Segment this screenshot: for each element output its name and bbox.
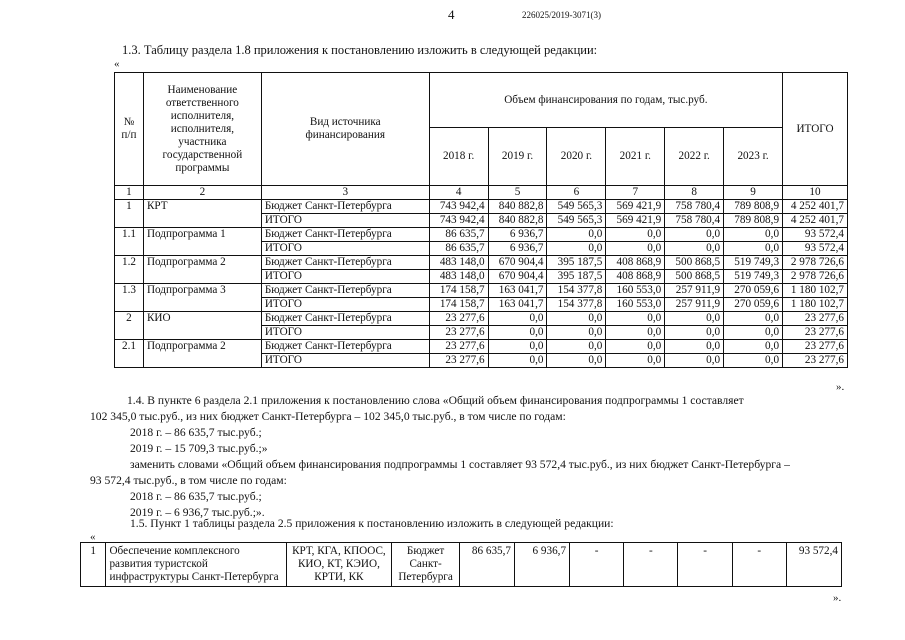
row-value: 0,0 [606,326,665,340]
s14-line7: 2018 г. – 86 635,7 тыс.руб.; [130,490,262,503]
row-source: Бюджет Санкт-Петербурга [261,284,429,298]
header-total: ИТОГО [783,73,848,186]
row-value: 160 553,0 [606,284,665,298]
row-value: 670 904,4 [488,270,547,284]
t2-value: - [624,543,678,587]
row-value: 0,0 [547,340,606,354]
row-num: 1.1 [115,228,144,256]
row-executor: КРТ [143,200,261,228]
t2-value: - [570,543,624,587]
row-num: 1.2 [115,256,144,284]
row-value: 0,0 [488,326,547,340]
row-value: 163 041,7 [488,298,547,312]
row-value: 270 059,6 [724,284,783,298]
table-row [115,256,848,270]
row-value: 270 059,6 [724,298,783,312]
row-value: 163 041,7 [488,284,547,298]
t2-value: - [732,543,786,587]
row-value: 408 868,9 [606,270,665,284]
row-value: 160 553,0 [606,298,665,312]
row-total: 93 572,4 [783,228,848,242]
column-number: 9 [724,186,783,200]
row-total: 2 978 726,6 [783,256,848,270]
row-num: 1 [115,200,144,228]
column-number: 8 [665,186,724,200]
row-source: ИТОГО [261,214,429,228]
row-value: 0,0 [606,354,665,368]
close-quote-2: ». [833,592,842,604]
row-value: 0,0 [547,312,606,326]
row-value: 395 187,5 [547,270,606,284]
row-source: Бюджет Санкт-Петербурга [261,340,429,354]
t2-value: - [678,543,732,587]
row-value: 0,0 [724,312,783,326]
row-total: 2 978 726,6 [783,270,848,284]
column-number: 3 [261,186,429,200]
year-header: 2019 г. [488,128,547,186]
year-header: 2022 г. [665,128,724,186]
row-total: 23 277,6 [783,340,848,354]
s14-line6: 93 572,4 тыс.руб., в том числе по годам: [90,474,287,487]
open-quote-2: « [90,531,96,543]
row-value: 154 377,8 [547,284,606,298]
column-number: 4 [429,186,488,200]
t2-num: 1 [81,543,106,587]
section-1-5-heading: 1.5. Пункт 1 таблицы раздела 2.5 приложения к постановлению изложить в следующей редакции: [130,517,614,530]
row-value: 743 942,4 [429,200,488,214]
row-value: 0,0 [665,326,724,340]
table-row [115,312,848,326]
row-value: 840 882,8 [488,214,547,228]
row-value: 483 148,0 [429,270,488,284]
s14-line1: 1.4. В пункте 6 раздела 2.1 приложения к постановлению слова «Общий объем финансирования подпрограммы 1 составляет [127,394,744,407]
row-total: 23 277,6 [783,354,848,368]
row-value: 743 942,4 [429,214,488,228]
row-value: 519 749,3 [724,270,783,284]
row-value: 6 936,7 [488,242,547,256]
row-source: ИТОГО [261,326,429,340]
row-source: ИТОГО [261,242,429,256]
year-header: 2018 г. [429,128,488,186]
column-number: 10 [783,186,848,200]
row-value: 23 277,6 [429,326,488,340]
year-header: 2023 г. [724,128,783,186]
row-value: 23 277,6 [429,312,488,326]
row-value: 174 158,7 [429,298,488,312]
row-value: 0,0 [606,228,665,242]
row-num: 1.3 [115,284,144,312]
row-value: 0,0 [606,312,665,326]
row-value: 758 780,4 [665,214,724,228]
row-value: 174 158,7 [429,284,488,298]
row-value: 0,0 [724,228,783,242]
table-row [115,340,848,354]
row-value: 0,0 [547,228,606,242]
row-executor: Подпрограмма 2 [143,256,261,284]
row-executor: Подпрограмма 1 [143,228,261,256]
row-value: 0,0 [606,340,665,354]
row-value: 23 277,6 [429,354,488,368]
row-total: 23 277,6 [783,326,848,340]
open-quote: « [114,58,120,70]
row-value: 670 904,4 [488,256,547,270]
row-source: Бюджет Санкт-Петербурга [261,256,429,270]
row-value: 569 421,9 [606,200,665,214]
row-value: 519 749,3 [724,256,783,270]
row-value: 23 277,6 [429,340,488,354]
row-value: 0,0 [547,242,606,256]
row-value: 86 635,7 [429,228,488,242]
row-value: 500 868,5 [665,256,724,270]
close-quote: ». [836,381,845,393]
row-source: ИТОГО [261,270,429,284]
header-num: № п/п [115,73,144,186]
row-source: Бюджет Санкт-Петербурга [261,312,429,326]
row-value: 549 565,3 [547,200,606,214]
row-source: Бюджет Санкт-Петербурга [261,200,429,214]
row-executor: Подпрограмма 2 [143,340,261,368]
header-volume: Объем финансирования по годам, тыс.руб. [429,73,782,128]
row-source: ИТОГО [261,354,429,368]
s14-line3: 2018 г. – 86 635,7 тыс.руб.; [130,426,262,439]
row-value: 6 936,7 [488,228,547,242]
row-value: 86 635,7 [429,242,488,256]
row-value: 569 421,9 [606,214,665,228]
row-value: 0,0 [547,326,606,340]
column-number: 1 [115,186,144,200]
row-value: 257 911,9 [665,298,724,312]
financing-table [114,72,848,368]
row-value: 0,0 [488,340,547,354]
t2-source: Бюджет Санкт-Петербурга [392,543,460,587]
column-number: 6 [547,186,606,200]
row-value: 0,0 [665,354,724,368]
row-value: 789 808,9 [724,214,783,228]
header-executor: Наименование ответственного исполнителя, исполнителя, участника государственной программы [143,73,261,186]
row-num: 2.1 [115,340,144,368]
t2-value: 6 936,7 [515,543,570,587]
row-value: 0,0 [606,242,665,256]
row-value: 483 148,0 [429,256,488,270]
s14-line8: 2019 г. – 6 936,7 тыс.руб.;». [130,506,265,519]
row-value: 500 868,5 [665,270,724,284]
s14-line4: 2019 г. – 15 709,3 тыс.руб.;» [130,442,268,455]
row-total: 4 252 401,7 [783,214,848,228]
row-value: 408 868,9 [606,256,665,270]
t2-name: Обеспечение комплексного развития туристской инфраструктуры Санкт-Петербурга [106,543,286,587]
row-value: 840 882,8 [488,200,547,214]
row-total: 4 252 401,7 [783,200,848,214]
row-value: 0,0 [724,242,783,256]
row-num: 2 [115,312,144,340]
row-source: ИТОГО [261,298,429,312]
row-total: 23 277,6 [783,312,848,326]
row-executor: КИО [143,312,261,340]
page-number: 4 [448,7,455,22]
table-row [115,284,848,298]
row-executor: Подпрограмма 3 [143,284,261,312]
table2-row [81,543,842,587]
row-value: 0,0 [665,228,724,242]
row-value: 0,0 [488,312,547,326]
row-source: Бюджет Санкт-Петербурга [261,228,429,242]
row-value: 0,0 [488,354,547,368]
table-row [115,200,848,214]
row-value: 0,0 [724,354,783,368]
column-number: 5 [488,186,547,200]
row-value: 0,0 [665,312,724,326]
row-value: 789 808,9 [724,200,783,214]
row-value: 0,0 [547,354,606,368]
row-value: 758 780,4 [665,200,724,214]
row-total: 1 180 102,7 [783,298,848,312]
row-total: 1 180 102,7 [783,284,848,298]
t2-executors: КРТ, КГА, КПООС, КИО, КТ, КЭИО, КРТИ, КК [286,543,392,587]
row-value: 549 565,3 [547,214,606,228]
header-source: Вид источника финансирования [261,73,429,186]
document-reference: 226025/2019-3071(3) [522,10,601,20]
s14-line2: 102 345,0 тыс.руб., из них бюджет Санкт-Петербурга – 102 345,0 тыс.руб., в том числе по годам: [90,410,566,423]
t2-total: 93 572,4 [786,543,841,587]
table-row [115,228,848,242]
row-value: 0,0 [665,242,724,256]
year-header: 2020 г. [547,128,606,186]
s14-line5: заменить словами «Общий объем финансирования подпрограммы 1 составляет 93 572,4 тыс.руб., из них бюджет Санкт-Петербурга – [130,458,790,471]
row-value: 0,0 [665,340,724,354]
row-value: 154 377,8 [547,298,606,312]
tourism-table [80,542,842,587]
column-number: 7 [606,186,665,200]
row-value: 395 187,5 [547,256,606,270]
year-header: 2021 г. [606,128,665,186]
column-number: 2 [143,186,261,200]
row-value: 257 911,9 [665,284,724,298]
row-total: 93 572,4 [783,242,848,256]
row-value: 0,0 [724,340,783,354]
row-value: 0,0 [724,326,783,340]
section-1-3-heading: 1.3. Таблицу раздела 1.8 приложения к постановлению изложить в следующей редакции: [122,43,598,57]
t2-value: 86 635,7 [459,543,514,587]
